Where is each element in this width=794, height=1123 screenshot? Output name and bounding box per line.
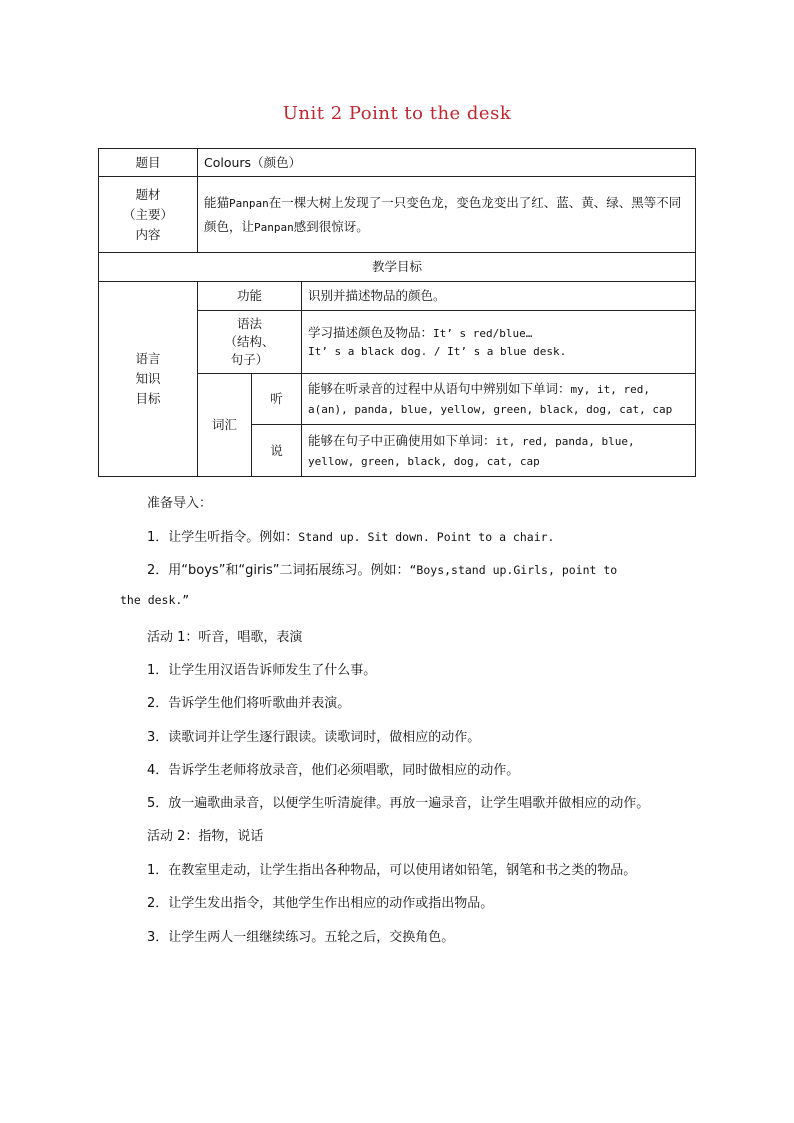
goals-header: 教学目标 (99, 253, 696, 282)
function-value: 识别并描述物品的颜色。 (302, 282, 696, 311)
speak-label: 说 (252, 425, 302, 477)
grammar-value: 学习描述颜色及物品：It’ s red/blue… It’ s a black dog. / It’ s a blue desk. (302, 311, 696, 374)
activity-1-step-5: 5．放一遍歌曲录音，以便学生听清旋律。再放一遍录音，让学生唱歌并做相应的动作。 (147, 796, 650, 811)
language-goals-label: 语言 知识 目标 (99, 282, 198, 477)
function-label: 功能 (198, 282, 302, 311)
material-label: 题材 （主要） 内容 (99, 177, 198, 253)
speak-value: 能够在句子中正确使用如下单词：it, red, panda, blue, yellow, green, black, dog, cat, cap (302, 425, 696, 477)
vocab-label: 词汇 (198, 374, 252, 477)
activity-1-step-1: 1．让学生用汉语告诉师发生了什么事。 (147, 663, 377, 678)
material-row (99, 177, 696, 253)
prep-heading: 准备导入： (147, 496, 213, 511)
prep-step-1: 1．让学生听指令。例如：Stand up. Sit down. Point to a chair. (147, 530, 555, 545)
material-value: 能猫Panpan在一棵大树上发现了一只变色龙，变色龙变出了红、蓝、黄、绿、黑等不同颜色，让Panpan感到很惊讶。 (198, 177, 696, 253)
lesson-plan-table (98, 148, 696, 477)
grammar-label: 语法 （结构、 句子） (198, 311, 302, 374)
function-row (99, 282, 696, 311)
prep-step-2-cont: the desk.” (120, 593, 190, 607)
topic-value: Colours（颜色） (198, 149, 696, 177)
prep-step-2: 2．用“boys”和“giris”二词拓展练习。例如：“Boys,stand up.Girls, point to (147, 563, 618, 578)
activity-1-step-3: 3．读歌词并让学生逐行跟读。读歌词时，做相应的动作。 (147, 730, 481, 745)
listen-value: 能够在听录音的过程中从语句中辨别如下单词：my, it, red, a(an), panda, blue, yellow, green, black, dog, cat, cap (302, 374, 696, 425)
activity-2-step-1: 1．在教室里走动，让学生指出各种物品，可以使用诸如铅笔，钢笔和书之类的物品。 (147, 863, 637, 878)
activity-1-step-2: 2．告诉学生他们将听歌曲并表演。 (147, 696, 351, 711)
page-title: Unit 2 Point to the desk (282, 103, 512, 124)
activity-2-step-2: 2．让学生发出指令，其他学生作出相应的动作或指出物品。 (147, 896, 494, 911)
topic-row (99, 149, 696, 177)
listen-label: 听 (252, 374, 302, 425)
goals-header-row (99, 253, 696, 282)
topic-label: 题目 (99, 149, 198, 177)
activity-1-step-4: 4．告诉学生老师将放录音，他们必须唱歌，同时做相应的动作。 (147, 763, 520, 778)
activity-2-step-3: 3．让学生两人一组继续练习。五轮之后，交换角色。 (147, 930, 455, 945)
activity-1-heading: 活动 1：听音，唱歌，表演 (147, 630, 303, 645)
activity-2-heading: 活动 2：指物，说话 (147, 829, 264, 844)
